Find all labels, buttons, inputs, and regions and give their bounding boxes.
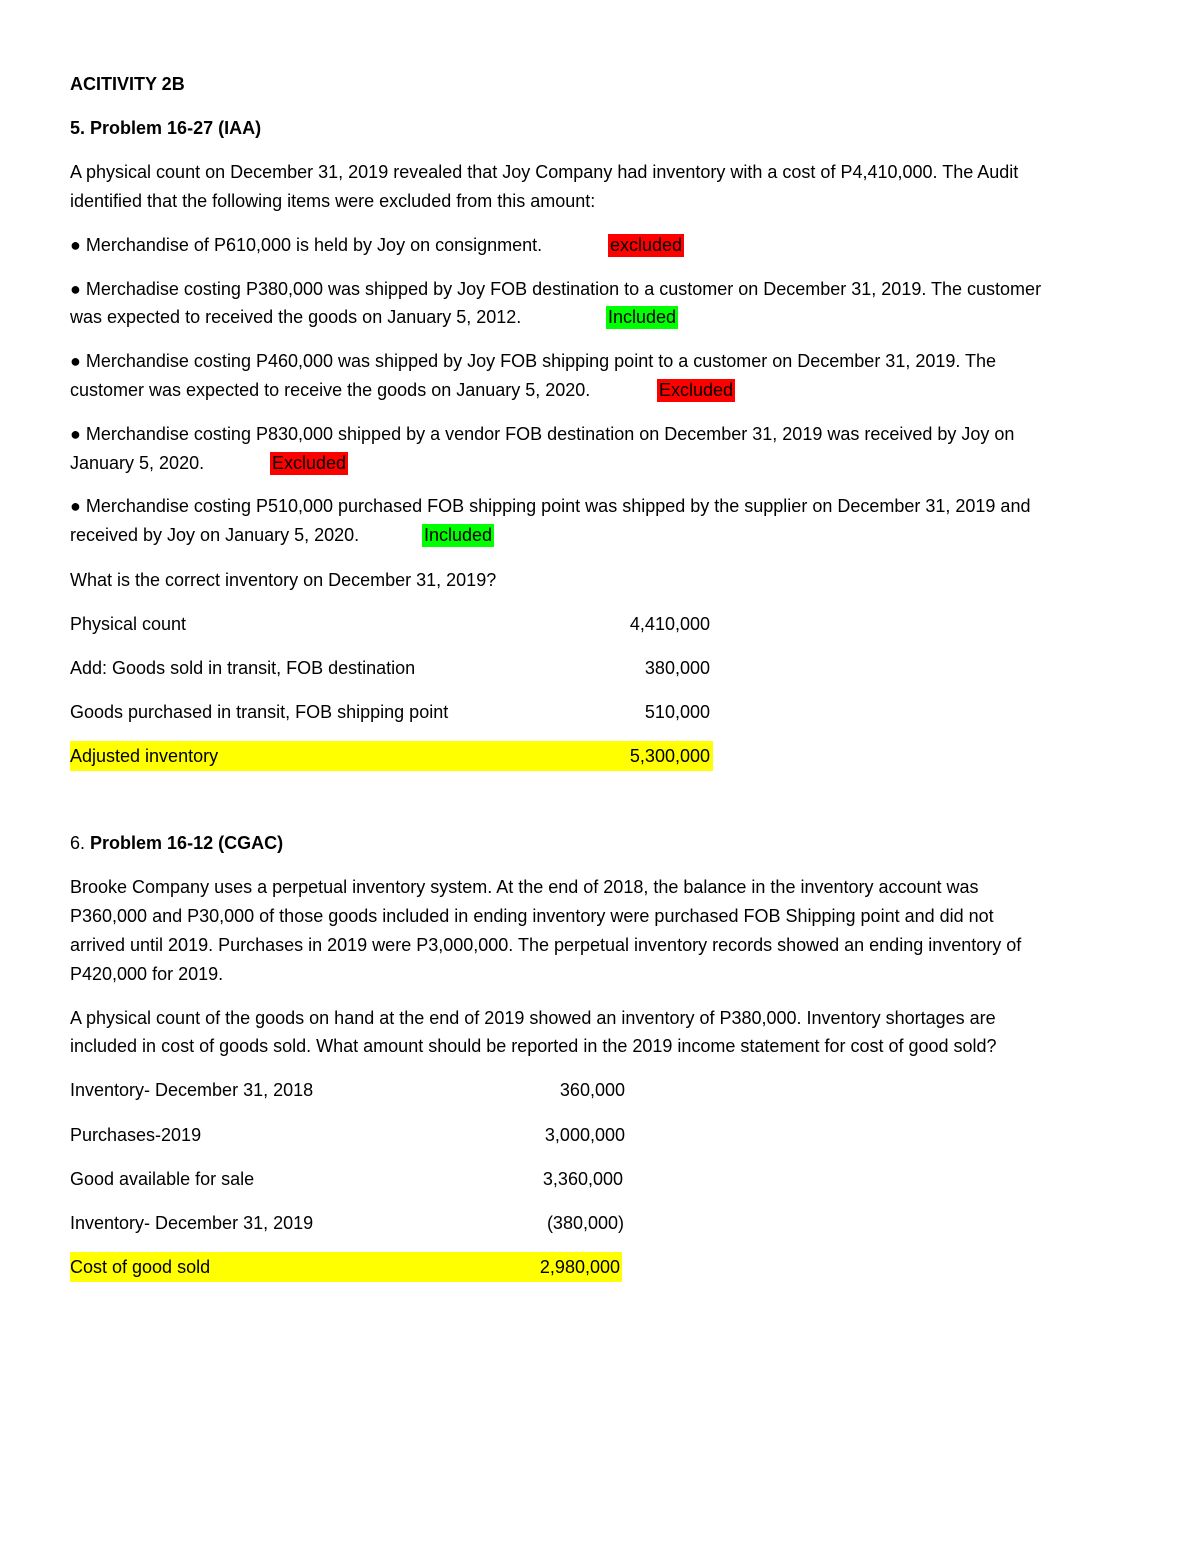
- table-row-value: 3,360,000: [542, 1169, 623, 1189]
- problem-5-heading: [70, 118, 261, 139]
- bullet-item: ● Merchadise costing P380,000 was shipped by Joy FOB destination to a customer on December 31, 2019. The customer: [70, 279, 1042, 299]
- problem-5-number: 5.: [70, 118, 86, 138]
- table-row-value: 4,410,000: [629, 614, 710, 634]
- bullet-item-continued: January 5, 2020.: [70, 453, 205, 473]
- status-badge-excluded: Excluded: [659, 380, 734, 400]
- bullet-item: ● Merchandise costing P510,000 purchased FOB shipping point was shipped by the supplier on December 31, 2019 and: [70, 496, 1031, 516]
- table-row-label: Good available for sale: [70, 1169, 255, 1189]
- table-row-value: 360,000: [559, 1080, 625, 1100]
- total-row-value: 5,300,000: [629, 746, 710, 766]
- problem-6-number: 6.: [70, 833, 86, 853]
- total-row-label: Cost of good sold: [70, 1257, 211, 1277]
- problem-6-para1-line: P420,000 for 2019.: [70, 964, 224, 984]
- problem-6-heading: [70, 833, 283, 854]
- total-row-label: Adjusted inventory: [70, 746, 219, 766]
- total-row-value: 2,980,000: [539, 1257, 620, 1277]
- table-row-value: 380,000: [644, 658, 710, 678]
- problem-6-para2-line: A physical count of the goods on hand at the end of 2019 showed an inventory of P380,000. Inventory shortages are: [70, 1008, 996, 1028]
- table-row-label: Inventory- December 31, 2018: [70, 1080, 314, 1100]
- bullet-item-continued: customer was expected to receive the goods on January 5, 2020.: [70, 380, 591, 400]
- status-badge-excluded: excluded: [610, 235, 683, 255]
- activity-title: ACITIVITY 2B: [70, 74, 185, 94]
- status-badge-included: Included: [608, 307, 677, 327]
- bullet-item: ● Merchandise costing P460,000 was shipped by Joy FOB shipping point to a customer on December 31, 2019. The: [70, 351, 997, 371]
- problem-5-intro-line2: identified that the following items were excluded from this amount:: [70, 191, 596, 211]
- table-row-value: 3,000,000: [544, 1125, 625, 1145]
- status-badge-included: Included: [424, 525, 493, 545]
- problem-5-intro-line1: A physical count on December 31, 2019 revealed that Joy Company had inventory with a cost of P4,410,000. The Audit: [70, 162, 1019, 182]
- table-row-value: 510,000: [644, 702, 710, 722]
- problem-6-para2-line: included in cost of goods sold. What amount should be reported in the 2019 income statement for cost of good sold?: [70, 1036, 997, 1056]
- problem-6-para1-line: Brooke Company uses a perpetual inventory system. At the end of 2018, the balance in the inventory account was: [70, 877, 979, 897]
- table-row-label: Inventory- December 31, 2019: [70, 1213, 314, 1233]
- bullet-item: [70, 235, 542, 256]
- problem-6-title: Problem 16-12 (CGAC): [90, 833, 284, 853]
- bullet-item-continued: was expected to received the goods on January 5, 2012.: [70, 307, 522, 327]
- problem-5-title: Problem 16-27 (IAA): [90, 118, 262, 138]
- problem-5-question: What is the correct inventory on December 31, 2019?: [70, 570, 497, 590]
- bullet-item: ● Merchandise costing P830,000 shipped by a vendor FOB destination on December 31, 2019 was received by Joy on: [70, 424, 1015, 444]
- table-row-label: Purchases-2019: [70, 1125, 202, 1145]
- bullet-item-continued: received by Joy on January 5, 2020.: [70, 525, 360, 545]
- table-row-label: Goods purchased in transit, FOB shipping point: [70, 702, 449, 722]
- status-badge-excluded: Excluded: [272, 453, 347, 473]
- table-row-value: (380,000): [546, 1213, 624, 1233]
- problem-6-para1-line: arrived until 2019. Purchases in 2019 were P3,000,000. The perpetual inventory records showed an ending inventory of: [70, 935, 1022, 955]
- bullet-text: ● Merchandise of P610,000 is held by Joy on consignment.: [70, 235, 543, 255]
- table-row-label: Add: Goods sold in transit, FOB destination: [70, 658, 416, 678]
- table-row-label: Physical count: [70, 614, 187, 634]
- problem-6-para1-line: P360,000 and P30,000 of those goods included in ending inventory were purchased FOB Shipping point and did not: [70, 906, 994, 926]
